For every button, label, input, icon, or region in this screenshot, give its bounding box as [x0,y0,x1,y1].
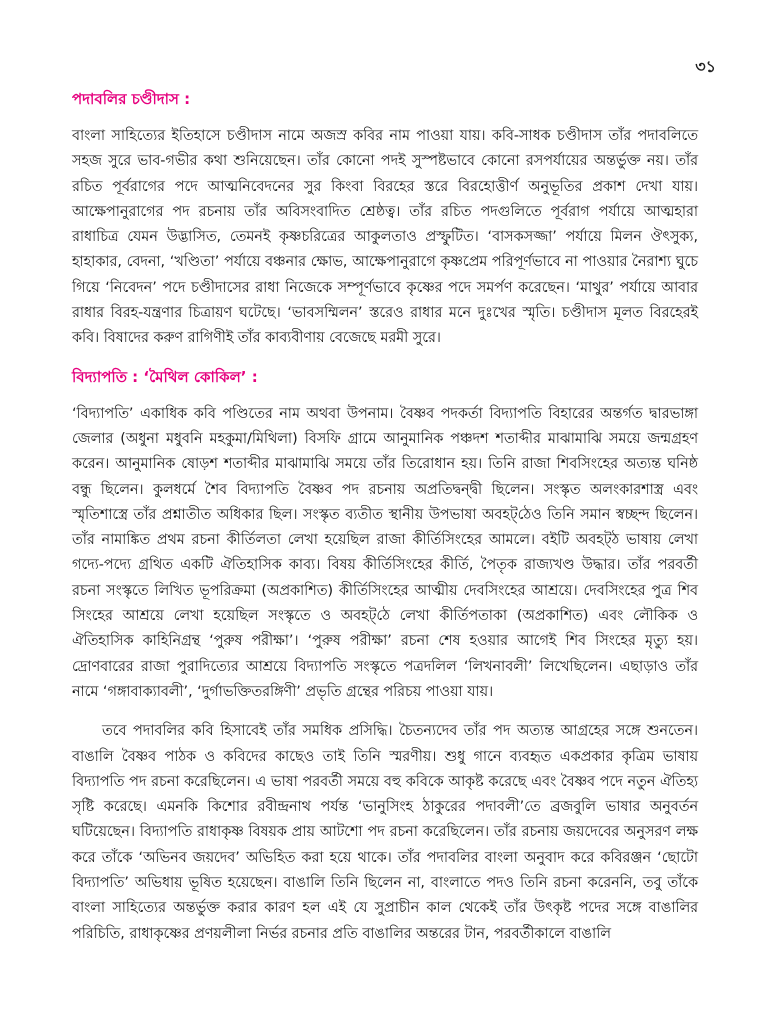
paragraph-chandidas: বাংলা সাহিত্যের ইতিহাসে চণ্ডীদাস নামে অজস্র কবির নাম পাওয়া যায়। কবি-সাধক চণ্ডীদাস তাঁর পদাবলিতে সহজ সুরে ভাব-গভীর কথা শুনিয়েছেন। তাঁর কোনো পদই সুস্পষ্টভাবে কোনো রসপর্যায়ের অন্তর্ভুক্ত নয়। তাঁর রচিত পূর্বরাগের পদে আত্মনিবেদনের সুর কিংবা বিরহের স্তরে বিরহোত্তীর্ণ অনুভূতির প্রকাশ দেখা যায়। আক্ষেপানুরাগের পদ রচনায় তাঁর অবিসংবাদিত শ্রেষ্ঠত্ব। তাঁর রচিত পদগুলিতে পূর্বরাগ পর্যায়ে আত্মহারা রাধাচিত্র যেমন উদ্ভাসিত, তেমনই কৃষ্ণচরিত্রের আকুলতাও প্রস্ফুটিত। ‘বাসকসজ্জা’ পর্যায়ে মিলন ঔৎসুক্য, হাহাকার, বেদনা, ‘খণ্ডিতা’ পর্যায়ে বঞ্চনার ক্ষোভ, আক্ষেপানুরাগে কৃষ্ণপ্রেম পরিপূর্ণভাবে না পাওয়ার নৈরাশ্য ঘুচে গিয়ে ‘নিবেদন’ পদে চণ্ডীদাসের রাধা নিজেকে সম্পূর্ণভাবে কৃষ্ণের পদে সমর্পণ করেছেন। ‘মাথুর’ পর্যায়ে আবার রাধার বিরহ-যন্ত্রণার চিত্রায়ণ ঘটেছে। ‘ভাবসম্মিলন’ স্তরেও রাধার মনে দুঃখের স্মৃতি। চণ্ডীদাস মূলত বিরহেরই কবি। বিষাদের করুণ রাগিণীই তাঁর কাব্যবীণায় বেজেছে মরমী সুরে। [72,128,698,347]
page-content [72,88,698,947]
page-number: ৩১ [695,57,716,76]
section-heading-vidyapati: বিদ্যাপতি : ‘মৈথিল কোকিল’ : [72,367,258,386]
paragraph-vidyapati-2: তবে পদাবলির কবি হিসাবেই তাঁর সমধিক প্রসিদ্ধি। চৈতন্যদেব তাঁর পদ অত্যন্ত আগ্রহের সঙ্গে শুনতেন। বাঙালি বৈষ্ণব পাঠক ও কবিদের কাছেও তাই তিনি স্মরণীয়। শুধু গানে ব্যবহৃত একপ্রকার কৃত্রিম ভাষায় বিদ্যাপতি পদ রচনা করেছিলেন। এ ভাষা পরবর্তী সময়ে বহু কবিকে আকৃষ্ট করেছে এবং বৈষ্ণব পদে নতুন ঐতিহ্য সৃষ্টি করেছে। এমনকি কিশোর রবীন্দ্রনাথ পর্যন্ত ‘ভানুসিংহ ঠাকুরের পদাবলী’তে ব্রজবুলি ভাষার অনুবর্তন ঘটিয়েছেন। বিদ্যাপতি রাধাকৃষ্ণ বিষয়ক প্রায় আটশো পদ রচনা করেছিলেন। তাঁর রচনায় জয়দেবের অনুসরণ লক্ষ করে তাঁকে ‘অভিনব জয়দেব’ অভিহিত করা হয়ে থাকে। তাঁর পদাবলির বাংলা অনুবাদ করে কবিরঞ্জন ‘ছোটো বিদ্যাপতি’ অভিধায় ভূষিত হয়েছেন। বাঙালি তিনি ছিলেন না, বাংলাতে পদও তিনি রচনা করেননি, তবু তাঁকে বাংলা সাহিত্যের অন্তর্ভুক্ত করার কারণ হল এই যে সুপ্রাচীন কাল থেকেই তাঁর উৎকৃষ্ট পদের সঙ্গে বাঙালির পরিচিতি, রাধাকৃষ্ণের প্রণয়লীলা নির্ভর রচনার প্রতি বাঙালির অন্তরের টান, পরবর্তীকালে বাঙালি [72,723,698,942]
section-heading-chandidas: পদাবলির চণ্ডীদাস : [72,90,191,108]
paragraph-vidyapati-1: ‘বিদ্যাপতি’ একাধিক কবি পণ্ডিতের নাম অথবা উপনাম। বৈষ্ণব পদকর্তা বিদ্যাপতি বিহারের অন্তর্গত দ্বারভাঙ্গা জেলার (অধুনা মধুবনি মহকুমা/মিথিলা) বিসফি গ্রামে আনুমানিক পঞ্চদশ শতাব্দীর মাঝামাঝি সময়ে জন্মগ্রহণ করেন। আনুমানিক ষোড়শ শতাব্দীর মাঝামাঝি সময়ে তাঁর তিরোধান হয়। তিনি রাজা শিবসিংহের অত্যন্ত ঘনিষ্ঠ বন্ধু ছিলেন। কুলধর্মে শৈব বিদ্যাপতি বৈষ্ণব পদ রচনায় অপ্রতিদ্বন্দ্বী ছিলেন। সংস্কৃত অলংকারশাস্ত্র এবং স্মৃতিশাস্ত্রে তাঁর প্রশ্নাতীত অধিকার ছিল। সংস্কৃত ব্যতীত স্থানীয় উপভাষা অবহট্‌ঠেও তিনি সমান স্বচ্ছন্দ ছিলেন। তাঁর নামাঙ্কিত প্রথম রচনা কীর্তিলতা লেখা হয়েছিল রাজা কীর্তিসিংহের আমলে। বইটি অবহট্‌ঠ ভাষায় লেখা গদ্যে-পদ্যে গ্রথিত একটি ঐতিহাসিক কাব্য। বিষয় কীর্তিসিংহের কীর্তি, পৈতৃক রাজ্যখণ্ড উদ্ধার। তাঁর পরবর্তী রচনা সংস্কৃতে লিখিত ভূপরিক্রমা (অপ্রকাশিত) কীর্তিসিংহের আত্মীয় দেবসিংহের আশ্রয়ে। দেবসিংহের পুত্র শিব সিংহের আশ্রয়ে লেখা হয়েছিল সংস্কৃতে ও অবহট্‌ঠে লেখা কীর্তিপতাকা (অপ্রকাশিত) এবং লৌকিক ও ঐতিহাসিক কাহিনিগ্রন্থ ‘পুরুষ পরীক্ষা’। ‘পুরুষ পরীক্ষা’ রচনা শেষ হওয়ার আগেই শিব সিংহের মৃত্যু হয়। দ্রোণবারের রাজা পুরাদিত্যের আশ্রয়ে বিদ্যাপতি সংস্কৃতে পত্রদলিল ‘লিখনাবলী’ লিখেছিলেন। এছাড়াও তাঁর নামে ‘গঙ্গাবাক্যাবলী’, ‘দুর্গাভক্তিতরঙ্গিণী’ প্রভৃতি গ্রন্থের পরিচয় পাওয়া যায়। [72,405,698,700]
